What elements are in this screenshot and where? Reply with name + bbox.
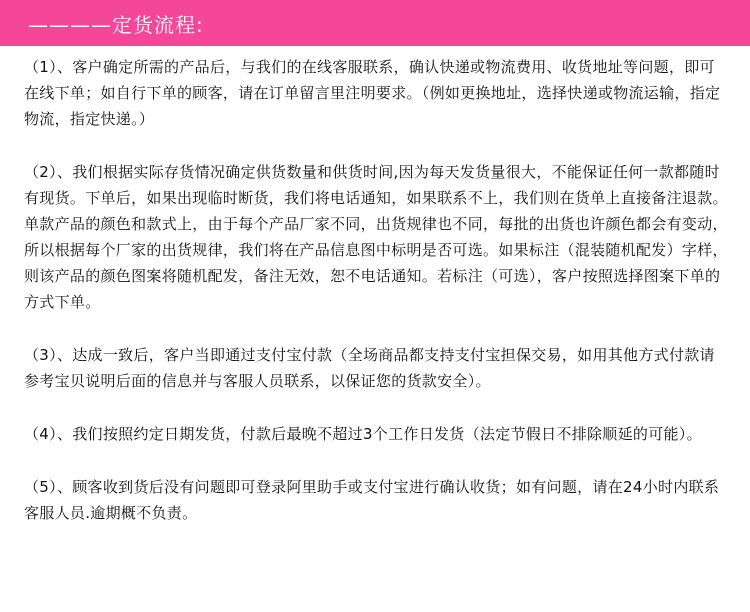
- section-title: ————定货流程:: [28, 12, 204, 37]
- step-3-paragraph: （3）、达成一致后，客户当即通过支付宝付款（全场商品都支持支付宝担保交易，如用其他方式付款请参考宝贝说明后面的信息并与客服人员联系，以保证您的货款安全）。: [24, 346, 715, 390]
- step-2-paragraph: （2）、我们根据实际存货情况确定供货数量和供货时间,因为每天发货量很大，不能保证任何一款都随时有现货。下单后，如果出现临时断货，我们将电话通知，如果联系不上，我们则在货单上直接备注退款。单款产品的颜色和款式上，由于每个产品厂家不同，出货规律也不同，每批的出货也许颜色都会有变动，所以根据每个厂家的出货规律，我们将在产品信息图中标明是否可选。如果标注（混装随机配发）字样，则该产品的颜色图案将随机配发，备注无效，恕不电话通知。若标注（可选），客户按照选择图案下单的方式下单。: [24, 163, 728, 311]
- step-5-paragraph: （5）、顾客收到货后没有问题即可登录阿里助手或支付宝进行确认收货；如有问题，请在24小时内联系客服人员.逾期概不负责。: [24, 478, 720, 522]
- order-process-content: [24, 54, 730, 526]
- section-header-banner: [0, 0, 750, 46]
- step-1-paragraph: （1）、客户确定所需的产品后，与我们的在线客服联系，确认快递或物流费用、收货地址等问题，即可在线下单；如自行下单的顾客，请在订单留言里注明要求。（例如更换地址，选择快递或物流运输，指定物流，指定快递。）: [24, 58, 721, 128]
- step-4-paragraph: （4）、我们按照约定日期发货，付款后最晚不超过3个工作日发货（法定节假日不排除顺延的可能）。: [24, 425, 702, 443]
